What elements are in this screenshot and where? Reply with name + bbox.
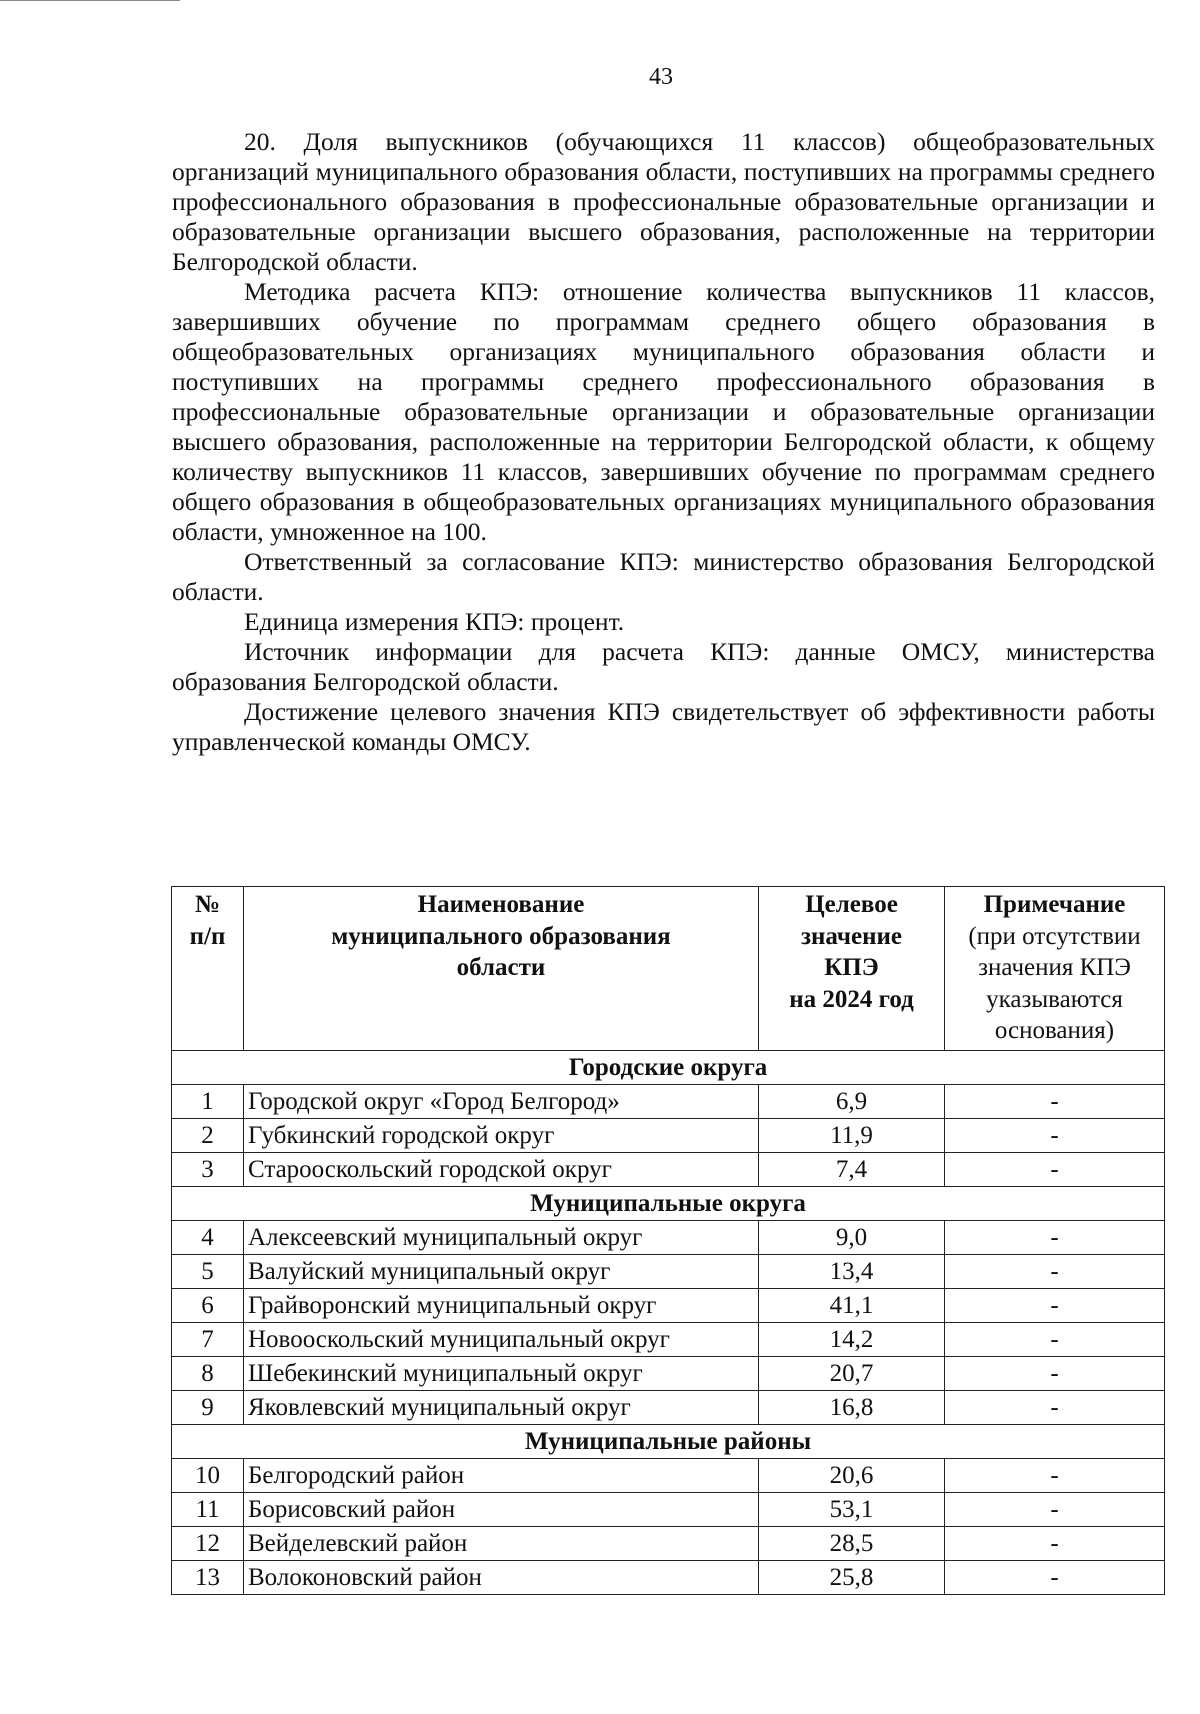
row-target-value: 13,4	[759, 1255, 945, 1289]
row-name: Борисовский район	[244, 1493, 759, 1527]
header-name	[244, 887, 759, 1051]
paragraph-methodology: Методика расчета КПЭ: отношение количества выпускников 11 классов, завершивших обучение по программам среднего общего образования в общеобразовательных организациях муниципального образования области и поступивших на программы среднего профессионального образования в профессиональные образовательные организации и образовательные организации высшего образования, расположенные на территории Белгородской области, к общему количеству выпускников 11 классов, завершивших обучение по программам среднего общего образования в общеобразовательных организациях муниципального образования области, умноженное на 100.	[172, 277, 1155, 546]
row-target-value: 20,6	[759, 1459, 945, 1493]
row-note: -	[945, 1561, 1165, 1595]
row-target-value: 9,0	[759, 1221, 945, 1255]
header-note-line: указываются	[986, 985, 1123, 1013]
row-number: 2	[172, 1119, 244, 1153]
row-target-value: 6,9	[759, 1085, 945, 1119]
row-target-value: 41,1	[759, 1289, 945, 1323]
group-title-municipal-districts: Муниципальные округа	[172, 1187, 1165, 1221]
row-number: 11	[172, 1493, 244, 1527]
row-target-value: 7,4	[759, 1153, 945, 1187]
header-name-line: области	[456, 954, 546, 981]
row-name: Шебекинский муниципальный округ	[244, 1357, 759, 1391]
group-title-municipal-regions: Муниципальные районы	[172, 1425, 1165, 1459]
header-note-line: Примечание	[983, 891, 1126, 918]
row-note: -	[945, 1119, 1165, 1153]
header-target-value	[759, 887, 945, 1051]
row-name: Грайворонский муниципальный округ	[244, 1289, 759, 1323]
row-target-value: 53,1	[759, 1493, 945, 1527]
paragraph-source: Источник информации для расчета КПЭ: данные ОМСУ, министерства образования Белгородской области.	[172, 637, 1155, 696]
table-row	[172, 1391, 1165, 1425]
row-name: Белгородский район	[244, 1459, 759, 1493]
row-number: 7	[172, 1323, 244, 1357]
row-name: Старооскольский городской округ	[244, 1153, 759, 1187]
document-body	[172, 127, 1155, 757]
group-header-row	[172, 1425, 1165, 1459]
table-row	[172, 1357, 1165, 1391]
row-note: -	[945, 1459, 1165, 1493]
row-number: 1	[172, 1085, 244, 1119]
header-note	[945, 887, 1165, 1051]
group-header-row	[172, 1187, 1165, 1221]
header-note-line: основания)	[994, 1017, 1115, 1044]
table-row	[172, 1289, 1165, 1323]
kpe-table	[171, 886, 1165, 1595]
row-number: 5	[172, 1255, 244, 1289]
row-target-value: 11,9	[759, 1119, 945, 1153]
header-number-line: п/п	[189, 922, 226, 950]
row-target-value: 25,8	[759, 1561, 945, 1595]
row-note: -	[945, 1391, 1165, 1425]
row-name: Вейделевский район	[244, 1527, 759, 1561]
paragraph-responsible: Ответственный за согласование КПЭ: министерство образования Белгородской области.	[172, 547, 1155, 606]
row-number: 10	[172, 1459, 244, 1493]
row-note: -	[945, 1527, 1165, 1561]
table-row	[172, 1527, 1165, 1561]
row-name: Городской округ «Город Белгород»	[244, 1085, 759, 1119]
row-number: 9	[172, 1391, 244, 1425]
row-name: Валуйский муниципальный округ	[244, 1255, 759, 1289]
table-row	[172, 1493, 1165, 1527]
header-name-line: Наименование	[417, 891, 585, 918]
paragraph-indicator-title: 20. Доля выпускников (обучающихся 11 классов) общеобразовательных организаций муниципального образования области, поступивших на программы среднего профессионального образования в профессиональные образовательные организации и образовательные организации высшего образования, расположенные на территории Белгородской области.	[172, 127, 1155, 276]
row-note: -	[945, 1323, 1165, 1357]
table-row	[172, 1221, 1165, 1255]
header-name-line: муниципального образования	[331, 922, 671, 950]
row-name: Губкинский городской округ	[244, 1119, 759, 1153]
table-row	[172, 1153, 1165, 1187]
row-note: -	[945, 1255, 1165, 1289]
top-edge-rule	[0, 0, 180, 1]
header-note-line: значения КПЭ	[978, 954, 1131, 981]
row-note: -	[945, 1085, 1165, 1119]
row-name: Яковлевский муниципальный округ	[244, 1391, 759, 1425]
row-number: 4	[172, 1221, 244, 1255]
group-header-row	[172, 1051, 1165, 1085]
row-name: Новооскольский муниципальный округ	[244, 1323, 759, 1357]
row-name: Волоконовский район	[244, 1561, 759, 1595]
table-row	[172, 1561, 1165, 1595]
header-note-line: (при отсутствии	[968, 922, 1141, 950]
table-row	[172, 1459, 1165, 1493]
table-row	[172, 1085, 1165, 1119]
row-note: -	[945, 1357, 1165, 1391]
header-target-line: Целевое	[805, 891, 898, 918]
row-target-value: 20,7	[759, 1357, 945, 1391]
header-target-line: значение	[800, 922, 903, 950]
row-number: 8	[172, 1357, 244, 1391]
row-note: -	[945, 1153, 1165, 1187]
header-number	[172, 887, 244, 1051]
header-number-line: №	[194, 891, 221, 918]
row-number: 3	[172, 1153, 244, 1187]
table-header-row	[172, 887, 1165, 1051]
row-target-value: 28,5	[759, 1527, 945, 1561]
page-number: 43	[649, 64, 673, 90]
paragraph-achievement: Достижение целевого значения КПЭ свидетельствует об эффективности работы управленческой команды ОМСУ.	[172, 697, 1155, 756]
table-row	[172, 1255, 1165, 1289]
row-number: 13	[172, 1561, 244, 1595]
row-note: -	[945, 1289, 1165, 1323]
row-number: 6	[172, 1289, 244, 1323]
row-target-value: 14,2	[759, 1323, 945, 1357]
table-row	[172, 1323, 1165, 1357]
table-row	[172, 1119, 1165, 1153]
row-target-value: 16,8	[759, 1391, 945, 1425]
header-target-line: КПЭ	[824, 954, 879, 981]
row-name: Алексеевский муниципальный округ	[244, 1221, 759, 1255]
header-target-line: на 2024 год	[789, 985, 914, 1013]
paragraph-unit: Единица измерения КПЭ: процент.	[244, 607, 625, 636]
row-note: -	[945, 1221, 1165, 1255]
row-note: -	[945, 1493, 1165, 1527]
group-title-urban-districts: Городские округа	[172, 1051, 1165, 1085]
row-number: 12	[172, 1527, 244, 1561]
